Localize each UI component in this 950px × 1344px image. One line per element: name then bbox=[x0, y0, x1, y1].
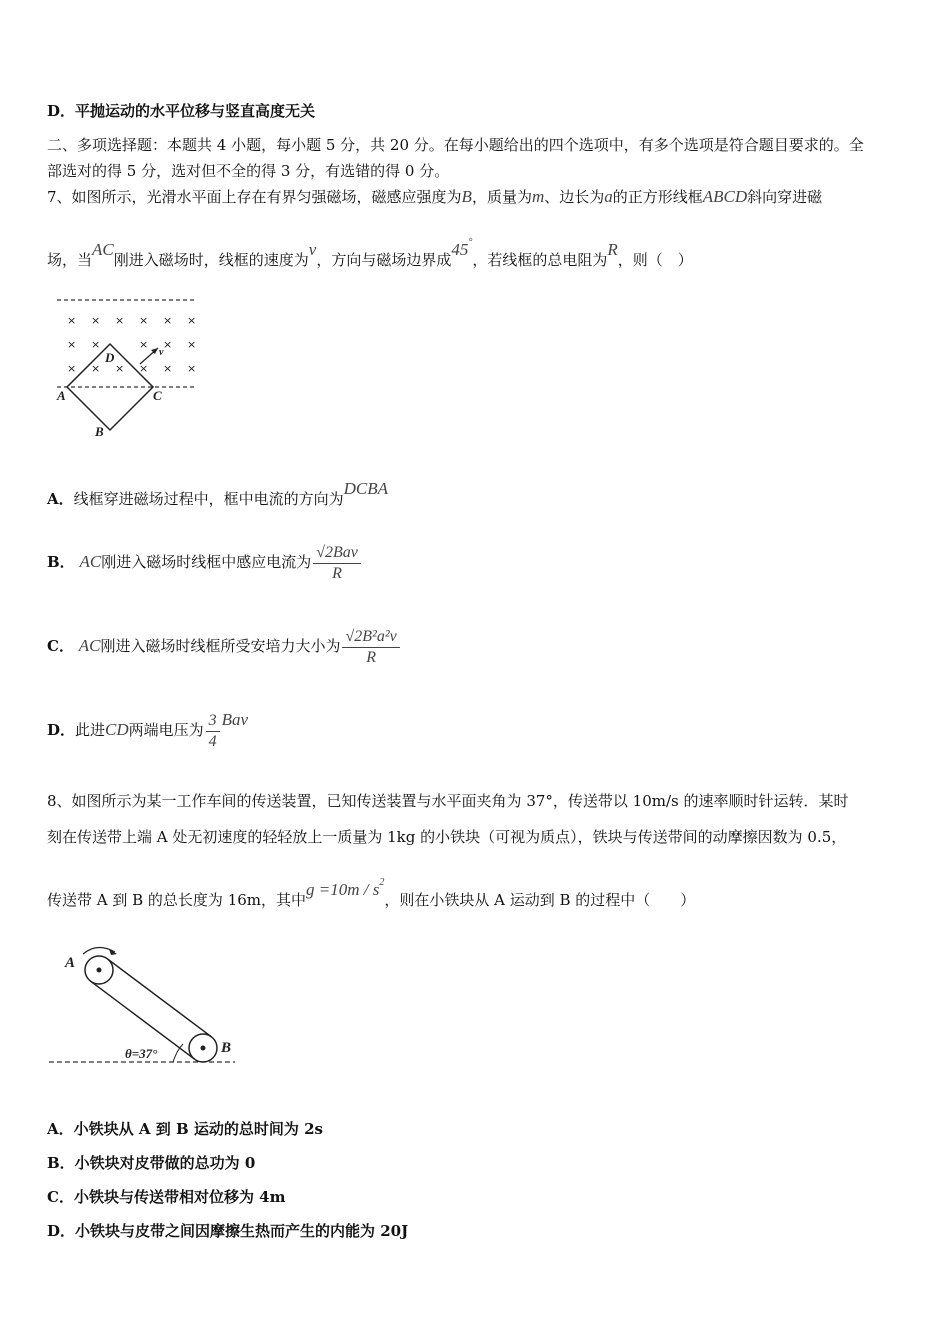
q7-text: ，方向与磁场边界成 bbox=[316, 251, 452, 269]
q7-math-Bav: Bav bbox=[221, 710, 249, 729]
field-cross-mark: × bbox=[187, 338, 197, 351]
q7-text: 的正方形线框 bbox=[612, 188, 703, 206]
q7-fig-label-D: D bbox=[105, 350, 115, 365]
field-cross-mark: × bbox=[163, 338, 173, 351]
q8-option-b: B．小铁块对皮带做的总功为 0 bbox=[47, 1154, 256, 1172]
q7-d-fraction bbox=[206, 711, 220, 752]
q7-fig-label-v: v bbox=[159, 347, 164, 358]
q8-fig-label-A: A bbox=[65, 955, 76, 971]
q8-stem-line-2: 刻在传送带上端 A 处无初速度的轻轻放上一质量为 1kg 的小铁块（可视为质点），铁块与传送带间的动摩擦因数为 0.5， bbox=[47, 828, 847, 846]
q7-math-45: 45 bbox=[451, 240, 469, 259]
fraction-denominator: R bbox=[366, 648, 376, 666]
q8-stem-line-3 bbox=[47, 877, 696, 917]
q8-math-g: g =10m / s bbox=[306, 880, 380, 899]
q8-option-c: C．小铁块与传送带相对位移为 4m bbox=[47, 1188, 286, 1206]
option-text: 此进 bbox=[75, 721, 106, 739]
q7-text: 7、如图所示，光滑水平面上存在有界匀强磁场，磁感应强度为 bbox=[47, 188, 462, 206]
q7-text: ，则（ ） bbox=[617, 251, 693, 269]
q7-b-fraction bbox=[313, 543, 361, 584]
field-cross-mark: × bbox=[187, 362, 197, 375]
q7-math-v: v bbox=[308, 240, 317, 259]
field-cross-mark: × bbox=[115, 314, 125, 327]
field-cross-mark: × bbox=[67, 338, 77, 351]
q8-math-exponent: 2 bbox=[379, 877, 385, 888]
q8-fig-angle: θ=37° bbox=[125, 1046, 158, 1061]
field-cross-mark: × bbox=[91, 362, 101, 375]
q7-stem-line-2 bbox=[47, 237, 693, 277]
q7-c-fraction bbox=[342, 627, 399, 668]
field-cross-mark: × bbox=[67, 362, 77, 375]
q7-option-a bbox=[47, 479, 389, 514]
section-heading-line-1: 二、多项选择题：本题共 4 小题，每小题 5 分，共 20 分。在每小题给出的四个选项中，有多个选项是符合题目要求的。全 bbox=[47, 136, 864, 154]
prev-option-d: D．平抛运动的水平位移与竖直高度无关 bbox=[47, 102, 316, 120]
field-cross-mark: × bbox=[91, 314, 101, 327]
option-label: B． bbox=[47, 553, 75, 571]
field-cross-mark: × bbox=[139, 338, 149, 351]
q8-text: ，则在小铁块从 A 运动到 B 的过程中（ ） bbox=[384, 891, 696, 909]
q8-option-a: A．小铁块从 A 到 B 运动的总时间为 2s bbox=[47, 1120, 323, 1138]
fraction-denominator: 4 bbox=[208, 732, 217, 750]
q7-math-CD: CD bbox=[105, 720, 129, 739]
q7-math-AC: AC bbox=[79, 552, 102, 571]
field-cross-mark: × bbox=[163, 362, 173, 375]
q7-text: 场，当 bbox=[47, 251, 93, 269]
q7-text: ，质量为 bbox=[471, 188, 532, 206]
section-heading-line-2: 部选对的得 5 分，选对但不全的得 3 分，有选错的得 0 分。 bbox=[47, 162, 450, 180]
field-cross-mark: × bbox=[67, 314, 77, 327]
option-label: D． bbox=[47, 721, 76, 739]
q8-text: 传送带 A 到 B 的总长度为 16m，其中 bbox=[47, 891, 307, 909]
q7-option-d bbox=[47, 706, 248, 754]
field-cross-mark: × bbox=[139, 362, 149, 375]
option-text: 刚进入磁场时线框所受安培力大小为 bbox=[100, 637, 341, 655]
q7-math-B: B bbox=[461, 187, 472, 206]
q8-stem-line-1: 8、如图所示为某一工作车间的传送装置，已知传送装置与水平面夹角为 37°，传送带以 10m/s 的速率顺时针运转．某时 bbox=[47, 792, 849, 810]
option-text: 两端电压为 bbox=[128, 721, 204, 739]
q7-text: 斜向穿进磁 bbox=[747, 188, 823, 206]
q7-math-AC: AC bbox=[78, 636, 101, 655]
field-cross-mark: × bbox=[163, 314, 173, 327]
fraction-denominator: R bbox=[332, 564, 342, 582]
q7-math-degree: ° bbox=[468, 237, 473, 248]
option-text: 刚进入磁场时线框中感应电流为 bbox=[101, 553, 312, 571]
q7-fig-label-C: C bbox=[153, 388, 162, 403]
q7-text: ，若线框的总电阻为 bbox=[472, 251, 608, 269]
q7-math-AC: AC bbox=[92, 240, 114, 259]
fraction-numerator: √2Bav bbox=[313, 543, 361, 564]
q7-math-DCBA: DCBA bbox=[343, 479, 389, 498]
q7-option-b bbox=[47, 538, 363, 586]
q7-magnetic-field-figure bbox=[55, 292, 205, 442]
q7-math-m: m bbox=[531, 187, 545, 206]
q8-conveyor-figure bbox=[45, 940, 245, 1070]
q7-stem-line-1 bbox=[47, 186, 822, 208]
q7-text: 刚进入磁场时，线框的速度为 bbox=[113, 251, 309, 269]
q7-fig-label-B: B bbox=[95, 424, 104, 439]
field-cross-mark: × bbox=[139, 314, 149, 327]
field-cross-mark: × bbox=[91, 338, 101, 351]
q7-math-ABCD: ABCD bbox=[702, 187, 748, 206]
field-cross-mark: × bbox=[187, 314, 197, 327]
q8-option-d: D．小铁块与皮带之间因摩擦生热而产生的内能为 20J bbox=[47, 1222, 409, 1240]
field-cross-mark: × bbox=[115, 362, 125, 375]
q7-math-a: a bbox=[604, 187, 613, 206]
option-label: A． bbox=[47, 490, 74, 508]
option-text: 线框穿进磁场过程中，框中电流的方向为 bbox=[73, 490, 344, 508]
q8-fig-label-B: B bbox=[221, 1040, 232, 1056]
q7-fig-label-A: A bbox=[57, 388, 66, 403]
fraction-numerator: 3 bbox=[206, 711, 220, 732]
option-label: C． bbox=[47, 637, 74, 655]
q7-option-c bbox=[47, 622, 402, 670]
fraction-numerator: √2B²a²v bbox=[342, 627, 399, 648]
q7-math-R: R bbox=[607, 240, 618, 259]
q7-text: 、边长为 bbox=[544, 188, 605, 206]
